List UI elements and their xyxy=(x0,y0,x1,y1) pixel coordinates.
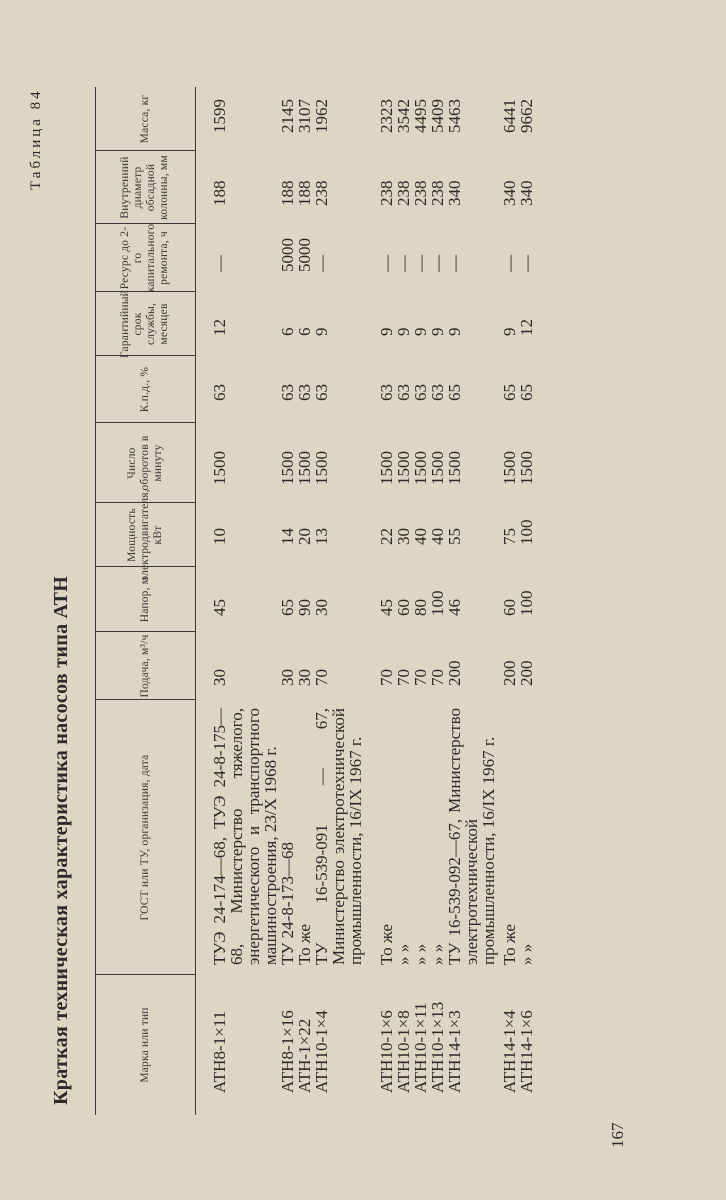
cell-head: 80 xyxy=(411,599,430,616)
cell-head: 46 xyxy=(445,599,464,616)
cell-power: 14 xyxy=(278,528,297,545)
table-row xyxy=(211,87,279,1115)
cell-warranty: 9 xyxy=(428,327,447,336)
cell-diameter: 340 xyxy=(517,180,536,206)
cell-rpm: 1500 xyxy=(411,451,430,485)
cell-mark: АТН14-1×6 xyxy=(517,1010,536,1093)
header-warranty: Гарантийный срок службы, месяцев xyxy=(119,289,170,359)
cell-flow: 70 xyxy=(428,669,447,686)
header-flow: Подача, м³/ч xyxy=(138,634,151,698)
cell-warranty: 9 xyxy=(445,327,464,336)
cell-mass: 2323 xyxy=(377,99,396,133)
cell-spec: То же xyxy=(377,924,396,965)
cell-head: 90 xyxy=(295,599,314,616)
cell-mass: 3542 xyxy=(394,99,413,133)
cell-spec: ТУЭ 24-174—68, ТУЭ 24-8-175—68, Министерство тяжелого, энергетического и транспортного машиностроения, 23/X 1968 г. xyxy=(210,708,280,965)
cell-flow: 70 xyxy=(377,669,396,686)
cell-warranty: 9 xyxy=(394,327,413,336)
header-bottom-rule xyxy=(195,87,196,1115)
cell-power: 55 xyxy=(445,528,464,545)
cell-efficiency: 63 xyxy=(377,384,396,401)
header-mark: Марка или тип xyxy=(138,1007,151,1083)
cell-power: 13 xyxy=(312,528,331,545)
cell-head: 60 xyxy=(394,599,413,616)
pump-table xyxy=(95,87,602,1115)
cell-resource: — xyxy=(428,255,447,272)
cell-power: 40 xyxy=(428,528,447,545)
cell-efficiency: 63 xyxy=(210,384,229,401)
cell-efficiency: 65 xyxy=(517,384,536,401)
header-resource: Ресурс до 2-го капитального ремонта, ч xyxy=(119,223,170,293)
table-row xyxy=(518,87,535,1115)
cell-mass: 1599 xyxy=(210,99,229,133)
cell-mass: 4495 xyxy=(411,99,430,133)
page-title: Краткая техническая характеристика насосов типа АТН xyxy=(50,575,72,1105)
cell-warranty: 9 xyxy=(312,327,331,336)
cell-mark: АТН10-1×11 xyxy=(411,1002,430,1093)
cell-efficiency: 63 xyxy=(295,384,314,401)
table-row xyxy=(446,87,497,1115)
page-number: 167 xyxy=(608,1122,627,1148)
cell-resource: — xyxy=(500,255,519,272)
cell-power: 100 xyxy=(517,519,536,545)
cell-rpm: 1500 xyxy=(295,451,314,485)
cell-head: 100 xyxy=(517,590,536,616)
cell-head: 45 xyxy=(377,599,396,616)
cell-resource: 5000 xyxy=(295,238,314,272)
cell-flow: 70 xyxy=(411,669,430,686)
cell-flow: 30 xyxy=(210,669,229,686)
cell-mass: 3107 xyxy=(295,99,314,133)
cell-diameter: 238 xyxy=(394,180,413,206)
cell-mark: АТН10-1×13 xyxy=(428,1001,447,1093)
table-row xyxy=(296,87,313,1115)
cell-spec: ТУ 16-539-092—67, Министерство электротехнической промышленности, 16/IX 1967 г. xyxy=(445,708,498,965)
cell-flow: 200 xyxy=(500,660,519,686)
cell-warranty: 6 xyxy=(278,327,297,336)
cell-resource: — xyxy=(394,255,413,272)
cell-diameter: 188 xyxy=(278,180,297,206)
cell-efficiency: 65 xyxy=(500,384,519,401)
cell-flow: 70 xyxy=(394,669,413,686)
cell-spec: ТУ 16-539-091 — 67, Министерство электротехнической промышленности, 16/IX 1967 г. xyxy=(312,708,365,965)
cell-efficiency: 63 xyxy=(428,384,447,401)
cell-flow: 200 xyxy=(445,660,464,686)
table-row xyxy=(395,87,412,1115)
cell-diameter: 340 xyxy=(445,180,464,206)
cell-mark: АТН8-1×11 xyxy=(210,1010,229,1093)
cell-resource: — xyxy=(445,255,464,272)
cell-mass: 6441 xyxy=(500,99,519,133)
cell-rpm: 1500 xyxy=(517,451,536,485)
cell-power: 40 xyxy=(411,528,430,545)
cell-mass: 5463 xyxy=(445,99,464,133)
table-row xyxy=(313,87,364,1115)
table-body xyxy=(211,87,535,1115)
table-row xyxy=(279,87,296,1115)
cell-diameter: 188 xyxy=(295,180,314,206)
cell-power: 75 xyxy=(500,528,519,545)
cell-diameter: 340 xyxy=(500,180,519,206)
cell-flow: 200 xyxy=(517,660,536,686)
header-mass: Масса, кг xyxy=(138,94,151,144)
header-head: Напор, м xyxy=(138,576,151,623)
cell-rpm: 1500 xyxy=(210,451,229,485)
cell-mark: АТН14-1×4 xyxy=(500,1010,519,1093)
cell-diameter: 238 xyxy=(411,180,430,206)
table-row xyxy=(501,87,518,1115)
cell-spec: То же xyxy=(295,924,314,965)
cell-efficiency: 63 xyxy=(278,384,297,401)
cell-efficiency: 65 xyxy=(445,384,464,401)
cell-power: 20 xyxy=(295,528,314,545)
cell-diameter: 238 xyxy=(312,180,331,206)
cell-warranty: 9 xyxy=(377,327,396,336)
cell-rpm: 1500 xyxy=(377,451,396,485)
cell-warranty: 12 xyxy=(210,319,229,336)
cell-warranty: 6 xyxy=(295,327,314,336)
cell-rpm: 1500 xyxy=(428,451,447,485)
cell-head: 45 xyxy=(210,599,229,616)
cell-warranty: 12 xyxy=(517,319,536,336)
cell-mark: АТН8-1×16 xyxy=(278,1010,297,1093)
table-row xyxy=(378,87,395,1115)
header-power: Мощность электродвигателя, кВт xyxy=(125,489,164,581)
cell-resource: — xyxy=(312,255,331,272)
cell-rpm: 1500 xyxy=(312,451,331,485)
cell-efficiency: 63 xyxy=(411,384,430,401)
cell-warranty: 9 xyxy=(411,327,430,336)
cell-flow: 30 xyxy=(295,669,314,686)
cell-mass: 5409 xyxy=(428,99,447,133)
cell-mark: АТН10-1×8 xyxy=(394,1010,413,1093)
cell-flow: 70 xyxy=(312,669,331,686)
cell-flow: 30 xyxy=(278,669,297,686)
cell-spec: ТУ 24-8-173—68 xyxy=(278,842,297,965)
cell-power: 10 xyxy=(210,528,229,545)
cell-mark: АТН10-1×4 xyxy=(312,1010,331,1093)
cell-diameter: 238 xyxy=(428,180,447,206)
cell-efficiency: 63 xyxy=(312,384,331,401)
cell-spec: То же xyxy=(500,924,519,965)
cell-resource: — xyxy=(517,255,536,272)
cell-rpm: 1500 xyxy=(278,451,297,485)
table-row xyxy=(412,87,429,1115)
table-row xyxy=(429,87,446,1115)
cell-spec: » » xyxy=(394,943,413,965)
cell-head: 30 xyxy=(312,599,331,616)
cell-warranty: 9 xyxy=(500,327,519,336)
cell-spec: » » xyxy=(517,943,536,965)
cell-head: 100 xyxy=(428,590,447,616)
cell-head: 65 xyxy=(278,599,297,616)
cell-rpm: 1500 xyxy=(445,451,464,485)
cell-diameter: 188 xyxy=(210,180,229,206)
cell-rpm: 1500 xyxy=(500,451,519,485)
cell-rpm: 1500 xyxy=(394,451,413,485)
cell-mark: АТН10-1×6 xyxy=(377,1010,396,1093)
cell-mark: АТН-1×22 xyxy=(295,1018,314,1093)
cell-spec: » » xyxy=(411,943,430,965)
cell-mass: 9662 xyxy=(517,99,536,133)
cell-resource: 5000 xyxy=(278,238,297,272)
cell-resource: — xyxy=(411,255,430,272)
cell-resource: — xyxy=(377,255,396,272)
header-diameter: Внутренний диаметр обсадной колонны, мм xyxy=(119,155,170,220)
cell-mass: 2145 xyxy=(278,99,297,133)
header-rpm: Число оборотов в минуту xyxy=(125,435,164,491)
header-efficiency: К.п.д., % xyxy=(138,366,151,413)
cell-efficiency: 63 xyxy=(394,384,413,401)
cell-mark: АТН14-1×3 xyxy=(445,1010,464,1093)
cell-resource: — xyxy=(210,255,229,272)
header-spec: ГОСТ или ТУ, организация, дата xyxy=(138,754,151,921)
cell-spec: » » xyxy=(428,943,447,965)
cell-power: 30 xyxy=(394,528,413,545)
cell-diameter: 238 xyxy=(377,180,396,206)
cell-mass: 1962 xyxy=(312,99,331,133)
table-label: Таблица 84 xyxy=(28,88,44,190)
cell-head: 60 xyxy=(500,599,519,616)
cell-power: 22 xyxy=(377,528,396,545)
